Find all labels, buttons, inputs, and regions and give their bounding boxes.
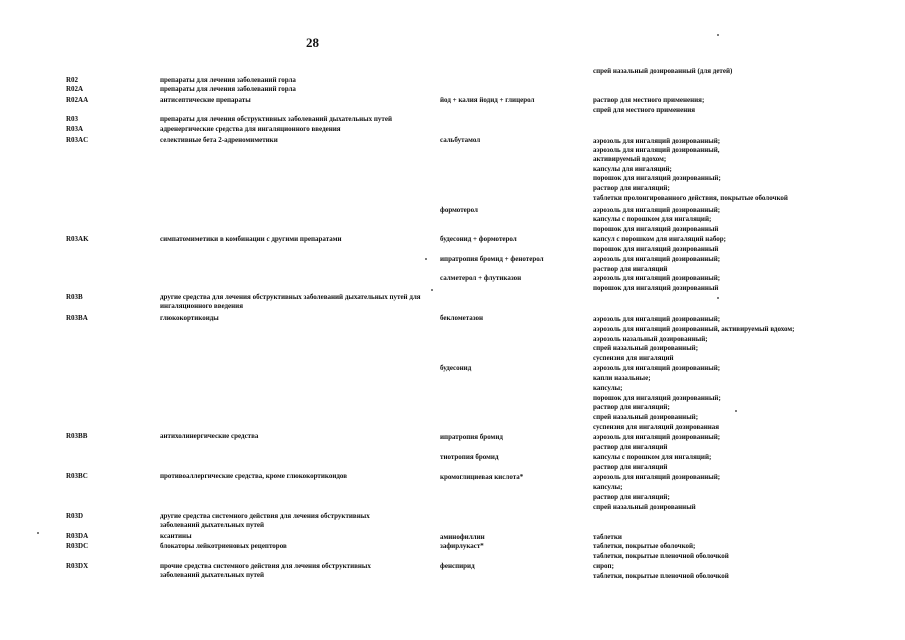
dosage-form: капсул с порошком для ингаляций набор; — [593, 235, 726, 243]
dosage-form: раствор для ингаляций; — [593, 184, 670, 192]
atc-group-name: селективные бета 2-адреномиметики — [160, 136, 278, 144]
drug-name: формотерол — [440, 206, 478, 214]
atc-group-name: другие средства системного действия для лечения обструктивных заболеваний дыхательных путей — [160, 512, 370, 530]
dosage-form: спрей назальный дозированный; — [593, 344, 699, 352]
atc-group-name: препараты для лечения заболеваний горла — [160, 85, 296, 93]
dosage-form: порошок для ингаляций дозированный — [593, 225, 719, 233]
dosage-form: аэрозоль для ингаляций дозированный, активируемый вдохом; — [593, 325, 795, 333]
dosage-form: капсулы; — [593, 384, 623, 392]
drug-name: тиотропия бромид — [440, 453, 499, 461]
dosage-form: раствор для ингаляций — [593, 463, 668, 471]
atc-group-name: противоаллергические средства, кроме глюкокортикоидов — [160, 472, 348, 480]
scan-speck — [717, 297, 719, 299]
drug-name: кромоглициевая кислота* — [440, 473, 524, 481]
atc-group-name: препараты для лечения обструктивных заболеваний дыхательных путей — [160, 115, 392, 123]
atc-group-name: глюкокортикоиды — [160, 314, 219, 322]
dosage-form: капсулы для ингаляций; — [593, 165, 672, 173]
drug-name: ипратропия бромид + фенотерол — [440, 255, 544, 263]
atc-code: R03D — [66, 512, 84, 520]
drug-name: фенспирид — [440, 562, 475, 570]
atc-code: R03BA — [66, 314, 88, 322]
drug-name: будесонид — [440, 364, 472, 372]
atc-group-name: адренергические средства для ингаляционного введения — [160, 125, 341, 133]
scan-speck — [425, 258, 427, 260]
scan-speck — [37, 532, 39, 534]
dosage-form: таблетки пролонгированного действия, покрытые оболочкой — [593, 194, 788, 202]
dosage-form: аэрозоль для ингаляций дозированный; — [593, 364, 721, 372]
dosage-form: сироп; — [593, 562, 614, 570]
atc-code: R02A — [66, 85, 84, 93]
atc-code: R03A — [66, 125, 84, 133]
atc-code: R03 — [66, 115, 79, 123]
atc-group-name: антисептические препараты — [160, 96, 251, 104]
dosage-form: суспензия для ингаляций дозированная — [593, 423, 720, 431]
dosage-form: аэрозоль для ингаляций дозированный, — [593, 146, 720, 154]
atc-group-name: другие средства для лечения обструктивных заболеваний дыхательных путей для ингаляционного введения — [160, 293, 421, 311]
atc-code: R03DC — [66, 542, 89, 550]
dosage-form: раствор для ингаляций — [593, 265, 668, 273]
atc-code: R03DX — [66, 562, 89, 570]
dosage-form: порошок для ингаляций дозированный — [593, 284, 719, 292]
drug-name: будесонид + формотерол — [440, 235, 517, 243]
dosage-form: порошок для ингаляций дозированный — [593, 245, 719, 253]
drug-name: зафирлукаст* — [440, 542, 484, 550]
dosage-form: капли назальные; — [593, 374, 651, 382]
atc-code: R03AC — [66, 136, 89, 144]
dosage-form: порошок для ингаляций дозированный; — [593, 174, 721, 182]
dosage-form: аэрозоль для ингаляций дозированный; — [593, 433, 721, 441]
atc-code: R03AK — [66, 235, 89, 243]
dosage-form: аэрозоль назальный дозированный; — [593, 335, 708, 343]
dosage-form: раствор для ингаляций; — [593, 403, 670, 411]
dosage-form: таблетки — [593, 533, 622, 541]
atc-group-name: антихолинергические средства — [160, 432, 259, 440]
dosage-form: спрей назальный дозированный (для детей) — [593, 67, 733, 75]
drug-name: аминофиллин — [440, 533, 485, 541]
dosage-form: таблетки, покрытые оболочкой; — [593, 542, 696, 550]
dosage-form: суспензия для ингаляций — [593, 354, 674, 362]
dosage-form: раствор для ингаляций — [593, 443, 668, 451]
dosage-form: активируемый вдохом; — [593, 155, 667, 163]
page-number: 28 — [306, 35, 319, 50]
dosage-form: аэрозоль для ингаляций дозированный; — [593, 255, 721, 263]
drug-name: сальбутамол — [440, 136, 481, 144]
dosage-form: аэрозоль для ингаляций дозированный; — [593, 274, 721, 282]
dosage-form: раствор для местного применения; — [593, 96, 705, 104]
drug-name: салметерол + флутиказон — [440, 274, 522, 282]
atc-group-name: блокаторы лейкотриеновых рецепторов — [160, 542, 287, 550]
atc-group-name: препараты для лечения заболеваний горла — [160, 76, 296, 84]
drug-name: йод + калия йодид + глицерол — [440, 96, 535, 104]
atc-code: R03B — [66, 293, 83, 301]
dosage-form: аэрозоль для ингаляций дозированный; — [593, 315, 721, 323]
drug-name: ипратропия бромид — [440, 433, 503, 441]
dosage-form: спрей назальный дозированный; — [593, 413, 699, 421]
scan-speck — [431, 289, 433, 291]
drug-name: беклометазон — [440, 314, 484, 322]
dosage-form: спрей для местного применения — [593, 106, 696, 114]
dosage-form: капсулы с порошком для ингаляций; — [593, 215, 712, 223]
atc-code: R02 — [66, 76, 79, 84]
atc-code: R03DA — [66, 532, 89, 540]
atc-code: R03BC — [66, 472, 88, 480]
dosage-form: аэрозоль для ингаляций дозированный; — [593, 137, 721, 145]
dosage-form: аэрозоль для ингаляций дозированный; — [593, 473, 721, 481]
dosage-form: капсулы с порошком для ингаляций; — [593, 453, 712, 461]
dosage-form: таблетки, покрытые пленочной оболочкой — [593, 552, 729, 560]
atc-code: R02AA — [66, 96, 89, 104]
dosage-form: порошок для ингаляций дозированный; — [593, 394, 721, 402]
dosage-form: спрей назальный дозированный — [593, 503, 696, 511]
scan-speck — [717, 34, 719, 36]
atc-group-name: ксантины — [160, 532, 192, 540]
dosage-form: таблетки, покрытые пленочной оболочкой — [593, 572, 729, 580]
dosage-form: раствор для ингаляций; — [593, 493, 670, 501]
atc-group-name: прочие средства системного действия для лечения обструктивных заболеваний дыхательных путей — [160, 562, 371, 580]
atc-code: R03BB — [66, 432, 88, 440]
atc-group-name: симпатомиметики в комбинации с другими препаратами — [160, 235, 342, 243]
dosage-form: капсулы; — [593, 483, 623, 491]
scan-speck — [735, 410, 737, 412]
dosage-form: аэрозоль для ингаляций дозированный; — [593, 206, 721, 214]
